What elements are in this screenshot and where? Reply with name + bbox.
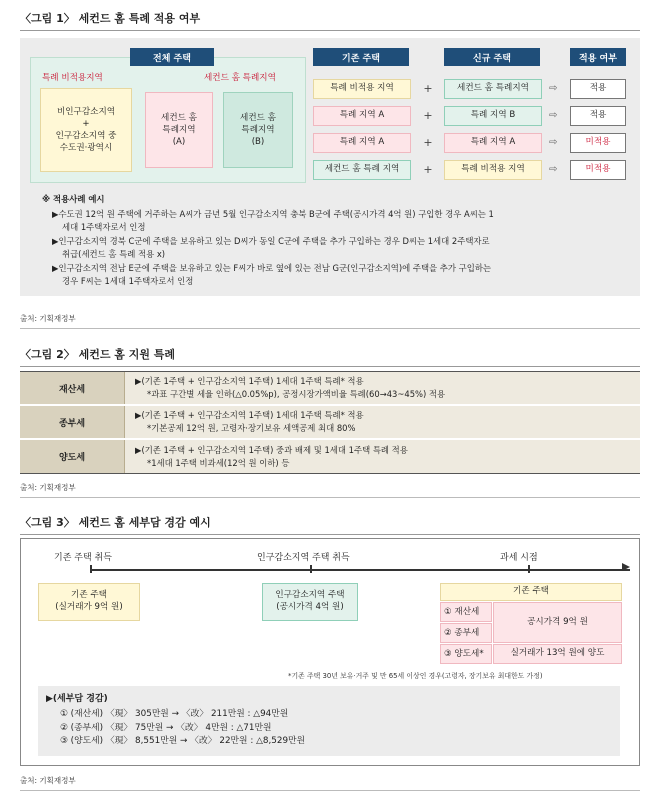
figure-1-title: 〈그림 1〉 세컨드 홈 특례 적용 여부 — [20, 12, 201, 25]
arrow-icon: ⇨ — [549, 137, 558, 148]
row3-new: 특례 지역 A — [444, 133, 542, 153]
divider — [20, 790, 640, 791]
timeline-tick — [310, 565, 312, 573]
row2-new: 특례 지역 B — [444, 106, 542, 126]
timeline-tick — [528, 565, 530, 573]
value-2: 실거래가 13억 원에 양도 — [493, 644, 622, 664]
tax-label: 양도세 — [20, 440, 125, 473]
timeline-label-2: 인구감소지역 주택 취득 — [257, 553, 350, 563]
support-table — [20, 371, 640, 474]
relief-title: ▶(세부담 경감) — [46, 694, 108, 704]
arrow-icon: ⇨ — [549, 110, 558, 121]
excluded-region-label: 특례 비적용지역 — [42, 73, 103, 83]
table-row: 양도세 ▶(기존 1주택 + 인구감소지역 1주택) 중과 배제 및 1세대 1주택 특례 적용 *1세대 1주택 비과세(12억 원 이하) 등 — [20, 440, 640, 473]
non-depopulation-box: 비인구감소지역 + 인구감소지역 중 수도권·광역시 — [40, 88, 132, 172]
special-area-b-box: 세컨드 홈 특례지역 (B) — [223, 92, 293, 168]
example-1: ▶수도권 12억 원 주택에 거주하는 A씨가 금년 5월 인구감소지역 충북 B군에 주택(공시가격 4억 원) 구입한 경우 A씨는 1 세대 1주택자로서 인정 — [52, 209, 494, 232]
figure-2-title: 〈그림 2〉 세컨드 홈 지원 특례 — [20, 348, 176, 361]
tax-item: ③ 양도세* — [440, 644, 492, 664]
plus-sign: + — [423, 136, 433, 149]
plus-sign: + — [423, 109, 433, 122]
row2-existing: 특례 지역 A — [313, 106, 411, 126]
applies-header: 적용 여부 — [570, 48, 626, 66]
tax-item: ② 종부세 — [440, 623, 492, 643]
examples-title: ※ 적용사례 예시 — [42, 194, 105, 204]
plus-sign: + — [423, 163, 433, 176]
divider — [20, 534, 640, 535]
row4-new: 특례 비적용 지역 — [444, 160, 542, 180]
divider — [20, 366, 640, 367]
plus-sign: + — [423, 82, 433, 95]
row3-result: 미적용 — [570, 133, 626, 153]
divider — [20, 497, 640, 498]
figure-2-source: 출처: 기획재정부 — [20, 483, 76, 492]
timeline-tick — [90, 565, 92, 573]
list-item: ③ (양도세) 〈現〉 8,551만원 → 〈改〉 22만원 : △8,529만원 — [60, 736, 306, 746]
row1-existing: 특례 비적용 지역 — [313, 79, 411, 99]
row3-existing: 특례 지역 A — [313, 133, 411, 153]
tax-label: 종부세 — [20, 406, 125, 438]
depopulation-house-box: 인구감소지역 주택 (공시가격 4억 원) — [262, 583, 358, 621]
special-region-label: 세컨드 홈 특례지역 — [204, 73, 276, 83]
timeline-label-1: 기존 주택 취득 — [54, 553, 112, 563]
example-2: ▶인구감소지역 경북 C군에 주택을 보유하고 있는 D씨가 동일 C군에 주택을 추가 구입하는 경우 D씨는 1세대 2주택자로 취급(세컨드 홈 특례 적용 x) — [52, 236, 490, 259]
arrow-icon: ⇨ — [549, 164, 558, 175]
row1-new: 세컨드 홈 특례지역 — [444, 79, 542, 99]
divider — [20, 30, 640, 31]
new-housing-header: 신규 주택 — [444, 48, 540, 66]
timeline-axis — [90, 569, 630, 571]
footnote: *기존 주택 30년 보유·거주 및 만 65세 이상인 경우(고령자, 장기보유 최대한도 가정) — [288, 672, 543, 680]
value-1: 공시가격 9억 원 — [493, 602, 622, 643]
figure-3-source: 출처: 기획재정부 — [20, 776, 76, 785]
row4-existing: 세컨드 홈 특례 지역 — [313, 160, 411, 180]
tax-item: ① 재산세 — [440, 602, 492, 622]
arrow-icon: ⇨ — [549, 83, 558, 94]
divider — [20, 328, 640, 329]
row4-result: 미적용 — [570, 160, 626, 180]
special-area-a-box: 세컨드 홈 특례지역 (A) — [145, 92, 213, 168]
existing-housing-header: 기존 주택 — [313, 48, 409, 66]
figure-3-title: 〈그림 3〉 세컨드 홈 세부담 경감 예시 — [20, 516, 211, 529]
existing-house-box: 기존 주택 (실거래가 9억 원) — [38, 583, 140, 621]
row2-result: 적용 — [570, 106, 626, 126]
tax-label: 재산세 — [20, 372, 125, 404]
figure-1-source: 출처: 기획재정부 — [20, 314, 76, 323]
table-row: 재산세 ▶(기존 1주택 + 인구감소지역 1주택) 1세대 1주택 특례* 적용 *과표 구간별 세율 인하(△0.05%p), 공정시장가액비율 특례(60→43~45%) 적용 — [20, 372, 640, 405]
table-row: 종부세 ▶(기존 1주택 + 인구감소지역 1주택) 1세대 1주택 특례* 적용 *기본공제 12억 원, 고령자·장기보유 세액공제 최대 80% — [20, 406, 640, 439]
timeline-label-3: 과세 시점 — [500, 553, 538, 563]
relief-list — [60, 708, 305, 749]
list-item: ① (재산세) 〈現〉 305만원 → 〈改〉 211만원 : △94만원 — [60, 709, 289, 719]
row1-result: 적용 — [570, 79, 626, 99]
example-3: ▶인구감소지역 전남 E군에 주택을 보유하고 있는 F씨가 바로 옆에 있는 전남 G군(인구감소지역)에 주택을 추가 구입하는 경우 F씨는 1세대 1주택자로서 인정 — [52, 263, 491, 286]
taxation-header: 기존 주택 — [440, 583, 622, 601]
list-item: ② (종부세) 〈現〉 75만원 → 〈改〉 4만원 : △71만원 — [60, 722, 272, 733]
timeline-arrowhead — [622, 563, 630, 571]
whole-housing-header: 전체 주택 — [130, 48, 214, 66]
